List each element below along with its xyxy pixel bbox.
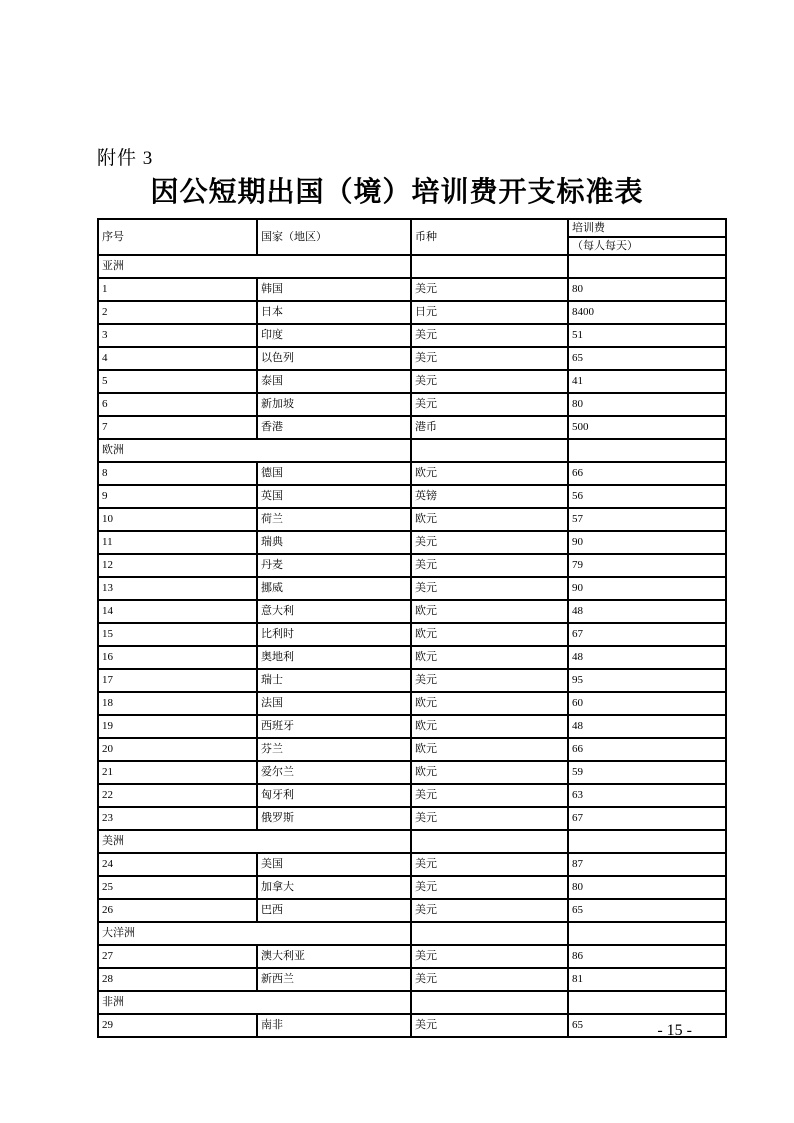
section-row <box>98 255 726 278</box>
fee-cell: 48 <box>568 646 726 669</box>
row-number-cell: 2 <box>98 301 257 324</box>
currency-cell: 美元 <box>411 324 568 347</box>
currency-cell: 欧元 <box>411 738 568 761</box>
empty-fee-cell <box>568 255 726 278</box>
table-row <box>98 761 726 784</box>
fee-cell: 86 <box>568 945 726 968</box>
header-cell-no: 序号 <box>98 219 257 255</box>
section-label-cell: 大洋洲 <box>98 922 411 945</box>
country-cell: 美国 <box>257 853 411 876</box>
page-number: - 15 - <box>657 1022 692 1039</box>
table-row <box>98 876 726 899</box>
fee-cell: 59 <box>568 761 726 784</box>
currency-cell: 英镑 <box>411 485 568 508</box>
fee-cell: 48 <box>568 600 726 623</box>
row-number-cell: 13 <box>98 577 257 600</box>
fee-cell: 66 <box>568 462 726 485</box>
row-number-cell: 16 <box>98 646 257 669</box>
section-label-cell: 非洲 <box>98 991 411 1014</box>
currency-cell: 欧元 <box>411 715 568 738</box>
table-row <box>98 416 726 439</box>
currency-cell: 欧元 <box>411 646 568 669</box>
currency-cell: 欧元 <box>411 462 568 485</box>
currency-cell: 欧元 <box>411 600 568 623</box>
currency-cell: 美元 <box>411 807 568 830</box>
country-cell: 法国 <box>257 692 411 715</box>
table-row <box>98 715 726 738</box>
country-cell: 爱尔兰 <box>257 761 411 784</box>
country-cell: 泰国 <box>257 370 411 393</box>
table-row <box>98 370 726 393</box>
fee-cell: 80 <box>568 393 726 416</box>
row-number-cell: 15 <box>98 623 257 646</box>
section-row <box>98 922 726 945</box>
row-number-cell: 4 <box>98 347 257 370</box>
section-label-cell: 美洲 <box>98 830 411 853</box>
currency-cell: 欧元 <box>411 508 568 531</box>
table-row <box>98 485 726 508</box>
table-row <box>98 347 726 370</box>
fee-cell: 81 <box>568 968 726 991</box>
country-cell: 印度 <box>257 324 411 347</box>
fee-cell: 41 <box>568 370 726 393</box>
row-number-cell: 6 <box>98 393 257 416</box>
fee-cell: 87 <box>568 853 726 876</box>
empty-currency-cell <box>411 830 568 853</box>
table-row <box>98 600 726 623</box>
row-number-cell: 27 <box>98 945 257 968</box>
table-row <box>98 554 726 577</box>
row-number-cell: 28 <box>98 968 257 991</box>
fee-cell: 67 <box>568 623 726 646</box>
currency-cell: 美元 <box>411 278 568 301</box>
section-row <box>98 830 726 853</box>
fee-cell: 65 <box>568 899 726 922</box>
header-cell-fee-line1: 培训费 <box>568 219 726 237</box>
fee-cell: 90 <box>568 531 726 554</box>
row-number-cell: 20 <box>98 738 257 761</box>
table-header <box>98 219 726 255</box>
table-row <box>98 301 726 324</box>
table-row <box>98 945 726 968</box>
table-row <box>98 807 726 830</box>
fee-cell: 80 <box>568 876 726 899</box>
row-number-cell: 24 <box>98 853 257 876</box>
empty-fee-cell <box>568 830 726 853</box>
row-number-cell: 23 <box>98 807 257 830</box>
row-number-cell: 21 <box>98 761 257 784</box>
empty-currency-cell <box>411 922 568 945</box>
section-row <box>98 991 726 1014</box>
currency-cell: 美元 <box>411 669 568 692</box>
currency-cell: 美元 <box>411 393 568 416</box>
row-number-cell: 9 <box>98 485 257 508</box>
currency-cell: 港币 <box>411 416 568 439</box>
standards-table <box>97 218 727 1038</box>
table-body <box>98 255 726 1037</box>
country-cell: 香港 <box>257 416 411 439</box>
currency-cell: 美元 <box>411 370 568 393</box>
country-cell: 丹麦 <box>257 554 411 577</box>
country-cell: 加拿大 <box>257 876 411 899</box>
table-row <box>98 393 726 416</box>
country-cell: 瑞典 <box>257 531 411 554</box>
currency-cell: 美元 <box>411 853 568 876</box>
country-cell: 以色列 <box>257 347 411 370</box>
currency-cell: 美元 <box>411 899 568 922</box>
header-cell-fee-line2: （每人每天） <box>568 237 726 255</box>
currency-cell: 美元 <box>411 1014 568 1037</box>
fee-cell: 48 <box>568 715 726 738</box>
table-row <box>98 784 726 807</box>
attachment-label: 附件 3 <box>97 148 154 169</box>
country-cell: 比利时 <box>257 623 411 646</box>
fee-cell: 60 <box>568 692 726 715</box>
row-number-cell: 14 <box>98 600 257 623</box>
currency-cell: 美元 <box>411 577 568 600</box>
section-row <box>98 439 726 462</box>
fee-cell: 66 <box>568 738 726 761</box>
empty-fee-cell <box>568 991 726 1014</box>
row-number-cell: 10 <box>98 508 257 531</box>
country-cell: 匈牙利 <box>257 784 411 807</box>
currency-cell: 欧元 <box>411 692 568 715</box>
currency-cell: 美元 <box>411 945 568 968</box>
table-row <box>98 623 726 646</box>
currency-cell: 美元 <box>411 554 568 577</box>
table-row <box>98 646 726 669</box>
table-row <box>98 324 726 347</box>
fee-cell: 80 <box>568 278 726 301</box>
country-cell: 韩国 <box>257 278 411 301</box>
country-cell: 瑞士 <box>257 669 411 692</box>
currency-cell: 日元 <box>411 301 568 324</box>
row-number-cell: 22 <box>98 784 257 807</box>
country-cell: 巴西 <box>257 899 411 922</box>
row-number-cell: 26 <box>98 899 257 922</box>
currency-cell: 美元 <box>411 347 568 370</box>
table-row <box>98 899 726 922</box>
currency-cell: 欧元 <box>411 761 568 784</box>
table-row <box>98 669 726 692</box>
country-cell: 荷兰 <box>257 508 411 531</box>
fee-cell: 63 <box>568 784 726 807</box>
table-row <box>98 738 726 761</box>
fee-cell: 51 <box>568 324 726 347</box>
country-cell: 新加坡 <box>257 393 411 416</box>
fee-cell: 95 <box>568 669 726 692</box>
currency-cell: 美元 <box>411 531 568 554</box>
table-row <box>98 508 726 531</box>
header-row <box>98 219 726 237</box>
country-cell: 德国 <box>257 462 411 485</box>
fee-cell: 56 <box>568 485 726 508</box>
currency-cell: 欧元 <box>411 623 568 646</box>
country-cell: 西班牙 <box>257 715 411 738</box>
fee-cell: 90 <box>568 577 726 600</box>
table-row <box>98 853 726 876</box>
row-number-cell: 19 <box>98 715 257 738</box>
fee-cell: 79 <box>568 554 726 577</box>
table-row <box>98 577 726 600</box>
fee-cell: 57 <box>568 508 726 531</box>
empty-currency-cell <box>411 991 568 1014</box>
country-cell: 俄罗斯 <box>257 807 411 830</box>
country-cell: 意大利 <box>257 600 411 623</box>
row-number-cell: 1 <box>98 278 257 301</box>
fee-cell: 65 <box>568 1014 726 1037</box>
fee-cell: 500 <box>568 416 726 439</box>
header-cell-country: 国家（地区） <box>257 219 411 255</box>
country-cell: 挪威 <box>257 577 411 600</box>
section-label-cell: 亚洲 <box>98 255 411 278</box>
row-number-cell: 5 <box>98 370 257 393</box>
row-number-cell: 7 <box>98 416 257 439</box>
row-number-cell: 18 <box>98 692 257 715</box>
country-cell: 日本 <box>257 301 411 324</box>
row-number-cell: 11 <box>98 531 257 554</box>
table-row <box>98 278 726 301</box>
fee-cell: 67 <box>568 807 726 830</box>
row-number-cell: 29 <box>98 1014 257 1037</box>
row-number-cell: 25 <box>98 876 257 899</box>
row-number-cell: 17 <box>98 669 257 692</box>
currency-cell: 美元 <box>411 876 568 899</box>
row-number-cell: 8 <box>98 462 257 485</box>
header-cell-currency: 币种 <box>411 219 568 255</box>
empty-currency-cell <box>411 439 568 462</box>
currency-cell: 美元 <box>411 968 568 991</box>
country-cell: 澳大利亚 <box>257 945 411 968</box>
row-number-cell: 12 <box>98 554 257 577</box>
table-row <box>98 968 726 991</box>
page-title: 因公短期出国（境）培训费开支标准表 <box>150 177 644 208</box>
country-cell: 新西兰 <box>257 968 411 991</box>
row-number-cell: 3 <box>98 324 257 347</box>
empty-fee-cell <box>568 922 726 945</box>
fee-cell: 8400 <box>568 301 726 324</box>
empty-currency-cell <box>411 255 568 278</box>
table-row <box>98 531 726 554</box>
country-cell: 芬兰 <box>257 738 411 761</box>
table-row <box>98 462 726 485</box>
section-label-cell: 欧洲 <box>98 439 411 462</box>
fee-cell: 65 <box>568 347 726 370</box>
country-cell: 英国 <box>257 485 411 508</box>
currency-cell: 美元 <box>411 784 568 807</box>
empty-fee-cell <box>568 439 726 462</box>
country-cell: 南非 <box>257 1014 411 1037</box>
table-row <box>98 692 726 715</box>
country-cell: 奥地利 <box>257 646 411 669</box>
